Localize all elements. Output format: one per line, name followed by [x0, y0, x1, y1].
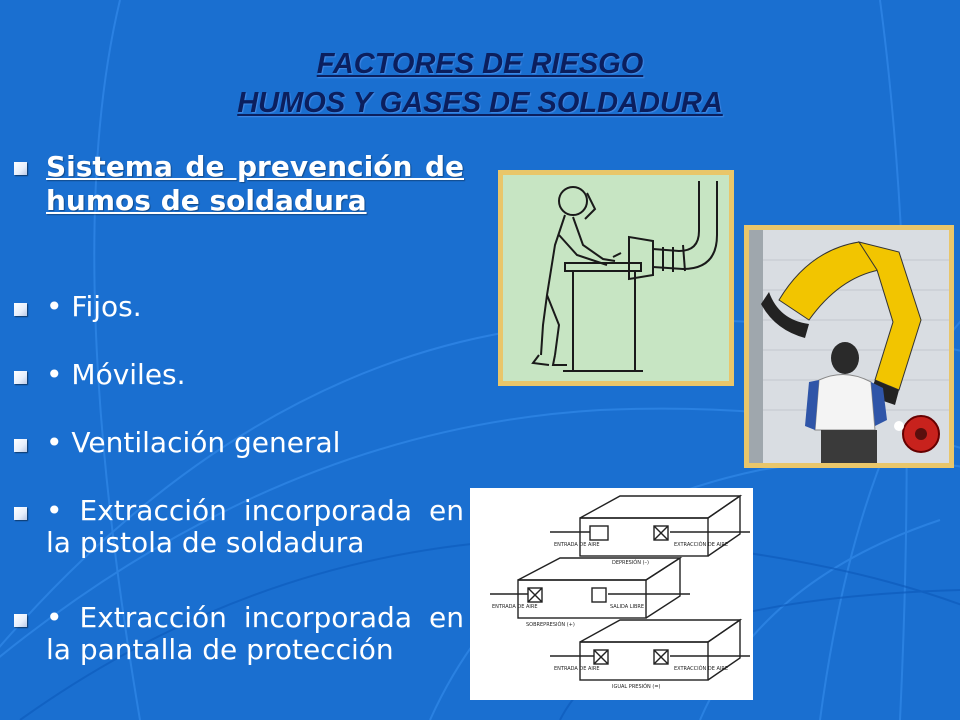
slide-title-line1: FACTORES DE RIESGO	[316, 48, 644, 80]
square-bullet-icon	[14, 303, 27, 316]
list-item-text: • Fijos.	[46, 290, 142, 323]
welder-extraction-illustration	[498, 170, 734, 386]
row2-left-label: ENTRADA DE AIRE	[492, 604, 538, 610]
list-item-text: • Ventilación general	[46, 426, 341, 459]
row1-right-label: EXTRACCIÓN DE AIRE	[674, 542, 729, 548]
square-bullet-icon	[14, 614, 27, 627]
list-item-text: • Extracción incorporada en la pantalla de protección	[46, 601, 464, 666]
diagram-render	[470, 488, 753, 700]
square-bullet-icon	[14, 162, 27, 175]
row2-right-label: SALIDA LIBRE	[610, 604, 645, 610]
row1-caption: DEPRESIÓN (–)	[612, 560, 649, 566]
row2-caption: SOBREPRESIÓN (+)	[526, 622, 575, 628]
row1-left-label: ENTRADA DE AIRE	[554, 542, 600, 548]
slide-title-line2: HUMOS Y GASES DE SOLDADURA	[237, 87, 723, 119]
row3-left-label: ENTRADA DE AIRE	[554, 666, 600, 672]
welder-drawing	[503, 175, 729, 381]
list-item-text: • Móviles.	[46, 358, 186, 391]
square-bullet-icon	[14, 507, 27, 520]
row3-right-label: EXTRACCIÓN DE AIRE	[674, 666, 729, 672]
list-item-text: • Extracción incorporada en la pistola de soldadura	[46, 494, 464, 559]
square-bullet-icon	[14, 371, 27, 384]
row3-caption: IGUAL PRESIÓN (=)	[612, 684, 661, 690]
list-item-text: Sistema de prevención de humos de soldadura	[46, 150, 464, 217]
extraction-arm-photo	[744, 225, 954, 468]
ventilation-pressure-diagram	[470, 488, 753, 700]
square-bullet-icon	[14, 439, 27, 452]
photo-render	[749, 230, 949, 463]
